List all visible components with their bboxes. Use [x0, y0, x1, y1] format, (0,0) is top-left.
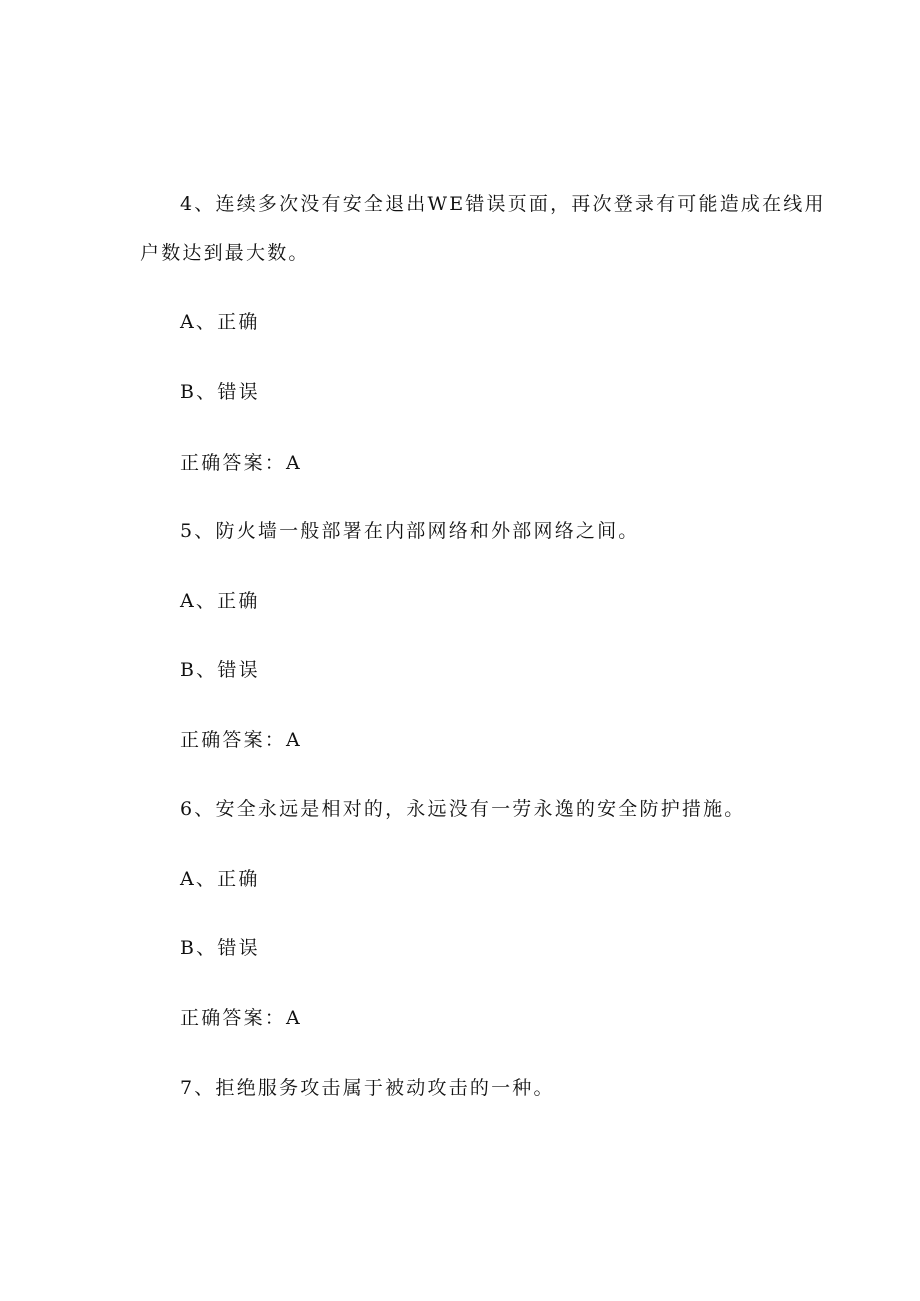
question-5-text: 5、防火墙一般部署在内部网络和外部网络之间。	[180, 520, 640, 542]
question-6-text: 6、安全永远是相对的，永远没有一劳永逸的安全防护措施。	[180, 798, 746, 820]
question-6-answer: 正确答案：A	[180, 1007, 302, 1029]
question-6-option-b: B、错误	[180, 937, 260, 959]
question-5-option-b: B、错误	[180, 659, 260, 681]
question-4-option-b: B、错误	[180, 381, 260, 403]
question-6-option-a: A、正确	[180, 868, 260, 890]
question-4-option-a: A、正确	[180, 311, 260, 333]
question-5-option-a: A、正确	[180, 590, 260, 612]
question-4-answer: 正确答案：A	[180, 452, 302, 474]
question-5-answer: 正确答案：A	[180, 729, 302, 751]
question-4-text: 4、连续多次没有安全退出WE错误页面，再次登录有可能造成在线用	[180, 193, 826, 215]
question-4-text-continued: 户数达到最大数。	[140, 242, 310, 264]
question-7-text: 7、拒绝服务攻击属于被动攻击的一种。	[180, 1077, 555, 1099]
